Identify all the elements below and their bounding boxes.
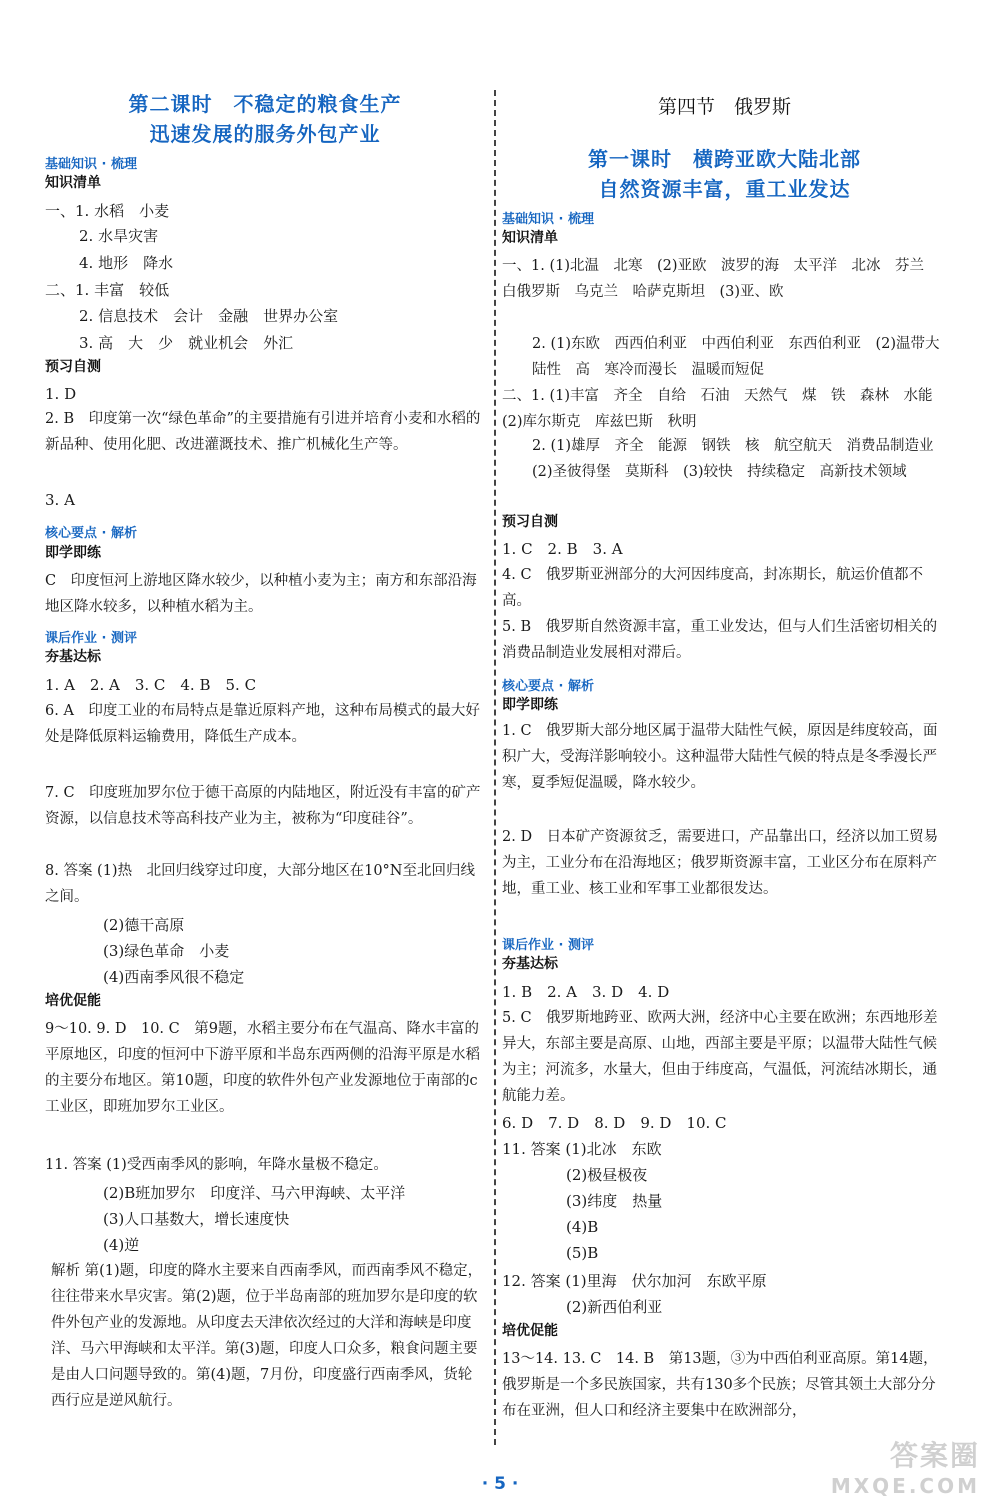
section-core-points: 核心要点 · 解析 bbox=[502, 679, 594, 694]
answer-paragraph: C 印度恒河上游地区降水较少，以种植小麦为主；南方和东部沿海地区降水较多，以种植水稻为主。 bbox=[45, 573, 477, 615]
answer-paragraph: 2. D 日本矿产资源贫乏，需要进口，产品靠出口，经济以加工贸易为主，工业分布在沿海地区；俄罗斯资源丰富，工业区分布在原料产地，重工业、核工业和军事工业都很发达。 bbox=[502, 829, 939, 897]
section-core-points: 核心要点 · 解析 bbox=[45, 526, 137, 541]
lesson-title-line2: 自然资源丰富，重工业发达 bbox=[598, 177, 851, 201]
answer-line: (2)新西伯利亚 bbox=[566, 1298, 663, 1316]
answer-paragraph: 一、1. (1)北温 北寒 (2)亚欧 波罗的海 太平洋 北冰 芬兰 白俄罗斯 乌克兰 哈萨克斯坦 (3)亚、欧 bbox=[502, 258, 939, 300]
page-number: · 5 · bbox=[481, 1474, 519, 1494]
heading-advanced: 培优促能 bbox=[45, 993, 101, 1009]
answer-line: (4)B bbox=[566, 1218, 599, 1236]
lesson-title-line2: 迅速发展的服务外包产业 bbox=[149, 122, 381, 146]
answer-paragraph: 13～14. 13. C 14. B 第13题，③为中西伯利亚高原。第14题，俄罗斯是一个多民族国家，共有130多个民族；尽管其领土大部分分布在亚洲，但人口和经济主要集中在欧洲部分， bbox=[502, 1351, 938, 1419]
heading-basic-goals: 夯基达标 bbox=[45, 649, 101, 665]
answer-paragraph: 4. C 俄罗斯亚洲部分的大河因纬度高，封冻期长，航运价值都不高。 bbox=[502, 567, 924, 609]
answer-line: 1. C 2. B 3. A bbox=[502, 540, 623, 558]
answer-line: 2. 水旱灾害 bbox=[79, 227, 159, 245]
section-basic-knowledge: 基础知识 · 梳理 bbox=[45, 157, 137, 172]
answer-line: (2)极昼极夜 bbox=[566, 1166, 648, 1184]
heading-knowledge-list: 知识清单 bbox=[45, 175, 101, 191]
answer-line: 3. A bbox=[45, 491, 75, 509]
answer-line: (3)绿色革命 小麦 bbox=[103, 942, 230, 960]
answer-paragraph: 二、1. (1)丰富 齐全 自给 石油 天然气 煤 铁 森林 水能 (2)库尔斯克 库兹巴斯 秋明 bbox=[502, 388, 947, 430]
answer-paragraph: 2. (1)雄厚 齐全 能源 钢铁 核 航空航天 消费品制造业 (2)圣彼得堡 莫斯科 (3)较快 持续稳定 高新技术领域 bbox=[532, 438, 948, 480]
heading-knowledge-list: 知识清单 bbox=[502, 230, 558, 246]
answer-line: 6. D 7. D 8. D 9. D 10. C bbox=[502, 1114, 727, 1132]
answer-line: (4)西南季风很不稳定 bbox=[103, 968, 245, 986]
answer-paragraph: 11. 答案 (1)受西南季风的影响，年降水量极不稳定。 bbox=[45, 1157, 388, 1173]
watermark-text: 答案圈 bbox=[889, 1439, 980, 1472]
heading-preview-test: 预习自测 bbox=[502, 514, 558, 530]
answer-line: 4. 地形 降水 bbox=[79, 254, 174, 272]
answer-line: 12. 答案 (1)里海 伏尔加河 东欧平原 bbox=[502, 1272, 767, 1290]
answer-paragraph: 9～10. 9. D 10. C 第9题，水稻主要分布在气温高、降水丰富的平原地区，印度的恒河中下游平原和半岛东西两侧的沿海平原是水稻的主要分布地区。第10题，印度的软件外包产业发源地位于南部的c工业区，即班加罗尔工业区。 bbox=[45, 1021, 480, 1115]
heading-preview-test: 预习自测 bbox=[45, 359, 101, 375]
lesson-title-line1: 第一课时 横跨亚欧大陆北部 bbox=[588, 147, 861, 171]
answer-line: (2)B班加罗尔 印度洋、马六甲海峡、太平洋 bbox=[103, 1184, 406, 1202]
answer-line: (5)B bbox=[566, 1244, 599, 1262]
answer-paragraph: 2. (1)东欧 西西伯利亚 中西伯利亚 东西伯利亚 (2)温带大陆性 高 寒冷而漫长 温暖而短促 bbox=[532, 336, 940, 378]
answer-line: (2)德干高原 bbox=[103, 916, 185, 934]
lesson-title-line1: 第二课时 不稳定的粮食生产 bbox=[128, 92, 402, 116]
answer-line: 一、1. 水稻 小麦 bbox=[45, 202, 170, 220]
watermark-url: MXQE.COM bbox=[830, 1474, 980, 1498]
section-basic-knowledge: 基础知识 · 梳理 bbox=[502, 212, 594, 227]
heading-practice: 即学即练 bbox=[502, 697, 558, 713]
answer-line: (3)纬度 热量 bbox=[566, 1192, 663, 1210]
answer-paragraph: 5. B 俄罗斯自然资源丰富，重工业发达，但与人们生活密切相关的消费品制造业发展相对滞后。 bbox=[502, 619, 938, 661]
answer-line: (3)人口基数大，增长速度快 bbox=[103, 1210, 290, 1228]
answer-paragraph: 7. C 印度班加罗尔位于德干高原的内陆地区，附近没有丰富的矿产资源，以信息技术等高科技产业为主，被称为“印度硅谷”。 bbox=[45, 785, 481, 827]
section-homework: 课后作业 · 测评 bbox=[45, 631, 137, 646]
section-homework: 课后作业 · 测评 bbox=[502, 938, 594, 953]
answer-line: 1. B 2. A 3. D 4. D bbox=[502, 983, 670, 1001]
chapter-title: 第四节 俄罗斯 bbox=[657, 96, 791, 118]
answer-paragraph: 5. C 俄罗斯地跨亚、欧两大洲，经济中心主要在欧洲；东西地形差异大，东部主要是高原、山地，西部主要是平原；以温带大陆性气候为主；河流多，水量大，但由于纬度高，气温低，河流结冰期长，通航能力差。 bbox=[502, 1010, 938, 1104]
answer-line: 1. A 2. A 3. C 4. B 5. C bbox=[45, 676, 257, 694]
heading-advanced: 培优促能 bbox=[502, 1323, 558, 1339]
answer-paragraph: 2. B 印度第一次“绿色革命”的主要措施有引进并培育小麦和水稻的新品种、使用化肥、改进灌溉技术、推广机械化生产等。 bbox=[45, 411, 481, 453]
answer-paragraph: 解析 第(1)题，印度的降水主要来自西南季风，而西南季风不稳定，往往带来水旱灾害。第(2)题，位于半岛南部的班加罗尔是印度的软件外包产业的发源地。从印度去天津依次经过的大洋和海峡是印度洋、马六甲海峡和太平洋。第(3)题，印度人口众多，粮食问题主要是由人口问题导致的。第(4)题，7月份，印度盛行西南季风，货轮西行应是逆风航行。 bbox=[51, 1263, 483, 1409]
answer-line: 3. 高 大 少 就业机会 外汇 bbox=[79, 334, 294, 352]
watermark-logo bbox=[831, 1434, 980, 1498]
answer-line: 11. 答案 (1)北冰 东欧 bbox=[502, 1140, 662, 1158]
answer-paragraph: 6. A 印度工业的布局特点是靠近原料产地，这种布局模式的最大好处是降低原料运输费用，降低生产成本。 bbox=[45, 703, 480, 745]
heading-practice: 即学即练 bbox=[45, 545, 101, 561]
answer-line: 二、1. 丰富 较低 bbox=[45, 281, 170, 299]
heading-basic-goals: 夯基达标 bbox=[502, 956, 558, 972]
answer-line: 2. 信息技术 会计 金融 世界办公室 bbox=[79, 307, 339, 325]
answer-line: 1. D bbox=[45, 385, 77, 403]
answer-line: (4)逆 bbox=[103, 1236, 140, 1254]
answer-paragraph: 8. 答案 (1)热 北回归线穿过印度，大部分地区在10°N至北回归线之间。 bbox=[45, 863, 475, 905]
column-divider bbox=[494, 90, 496, 1445]
answer-paragraph: 1. C 俄罗斯大部分地区属于温带大陆性气候，原因是纬度较高，面积广大，受海洋影响较小。这种温带大陆性气候的特点是冬季漫长严寒，夏季短促温暖，降水较少。 bbox=[502, 723, 938, 791]
